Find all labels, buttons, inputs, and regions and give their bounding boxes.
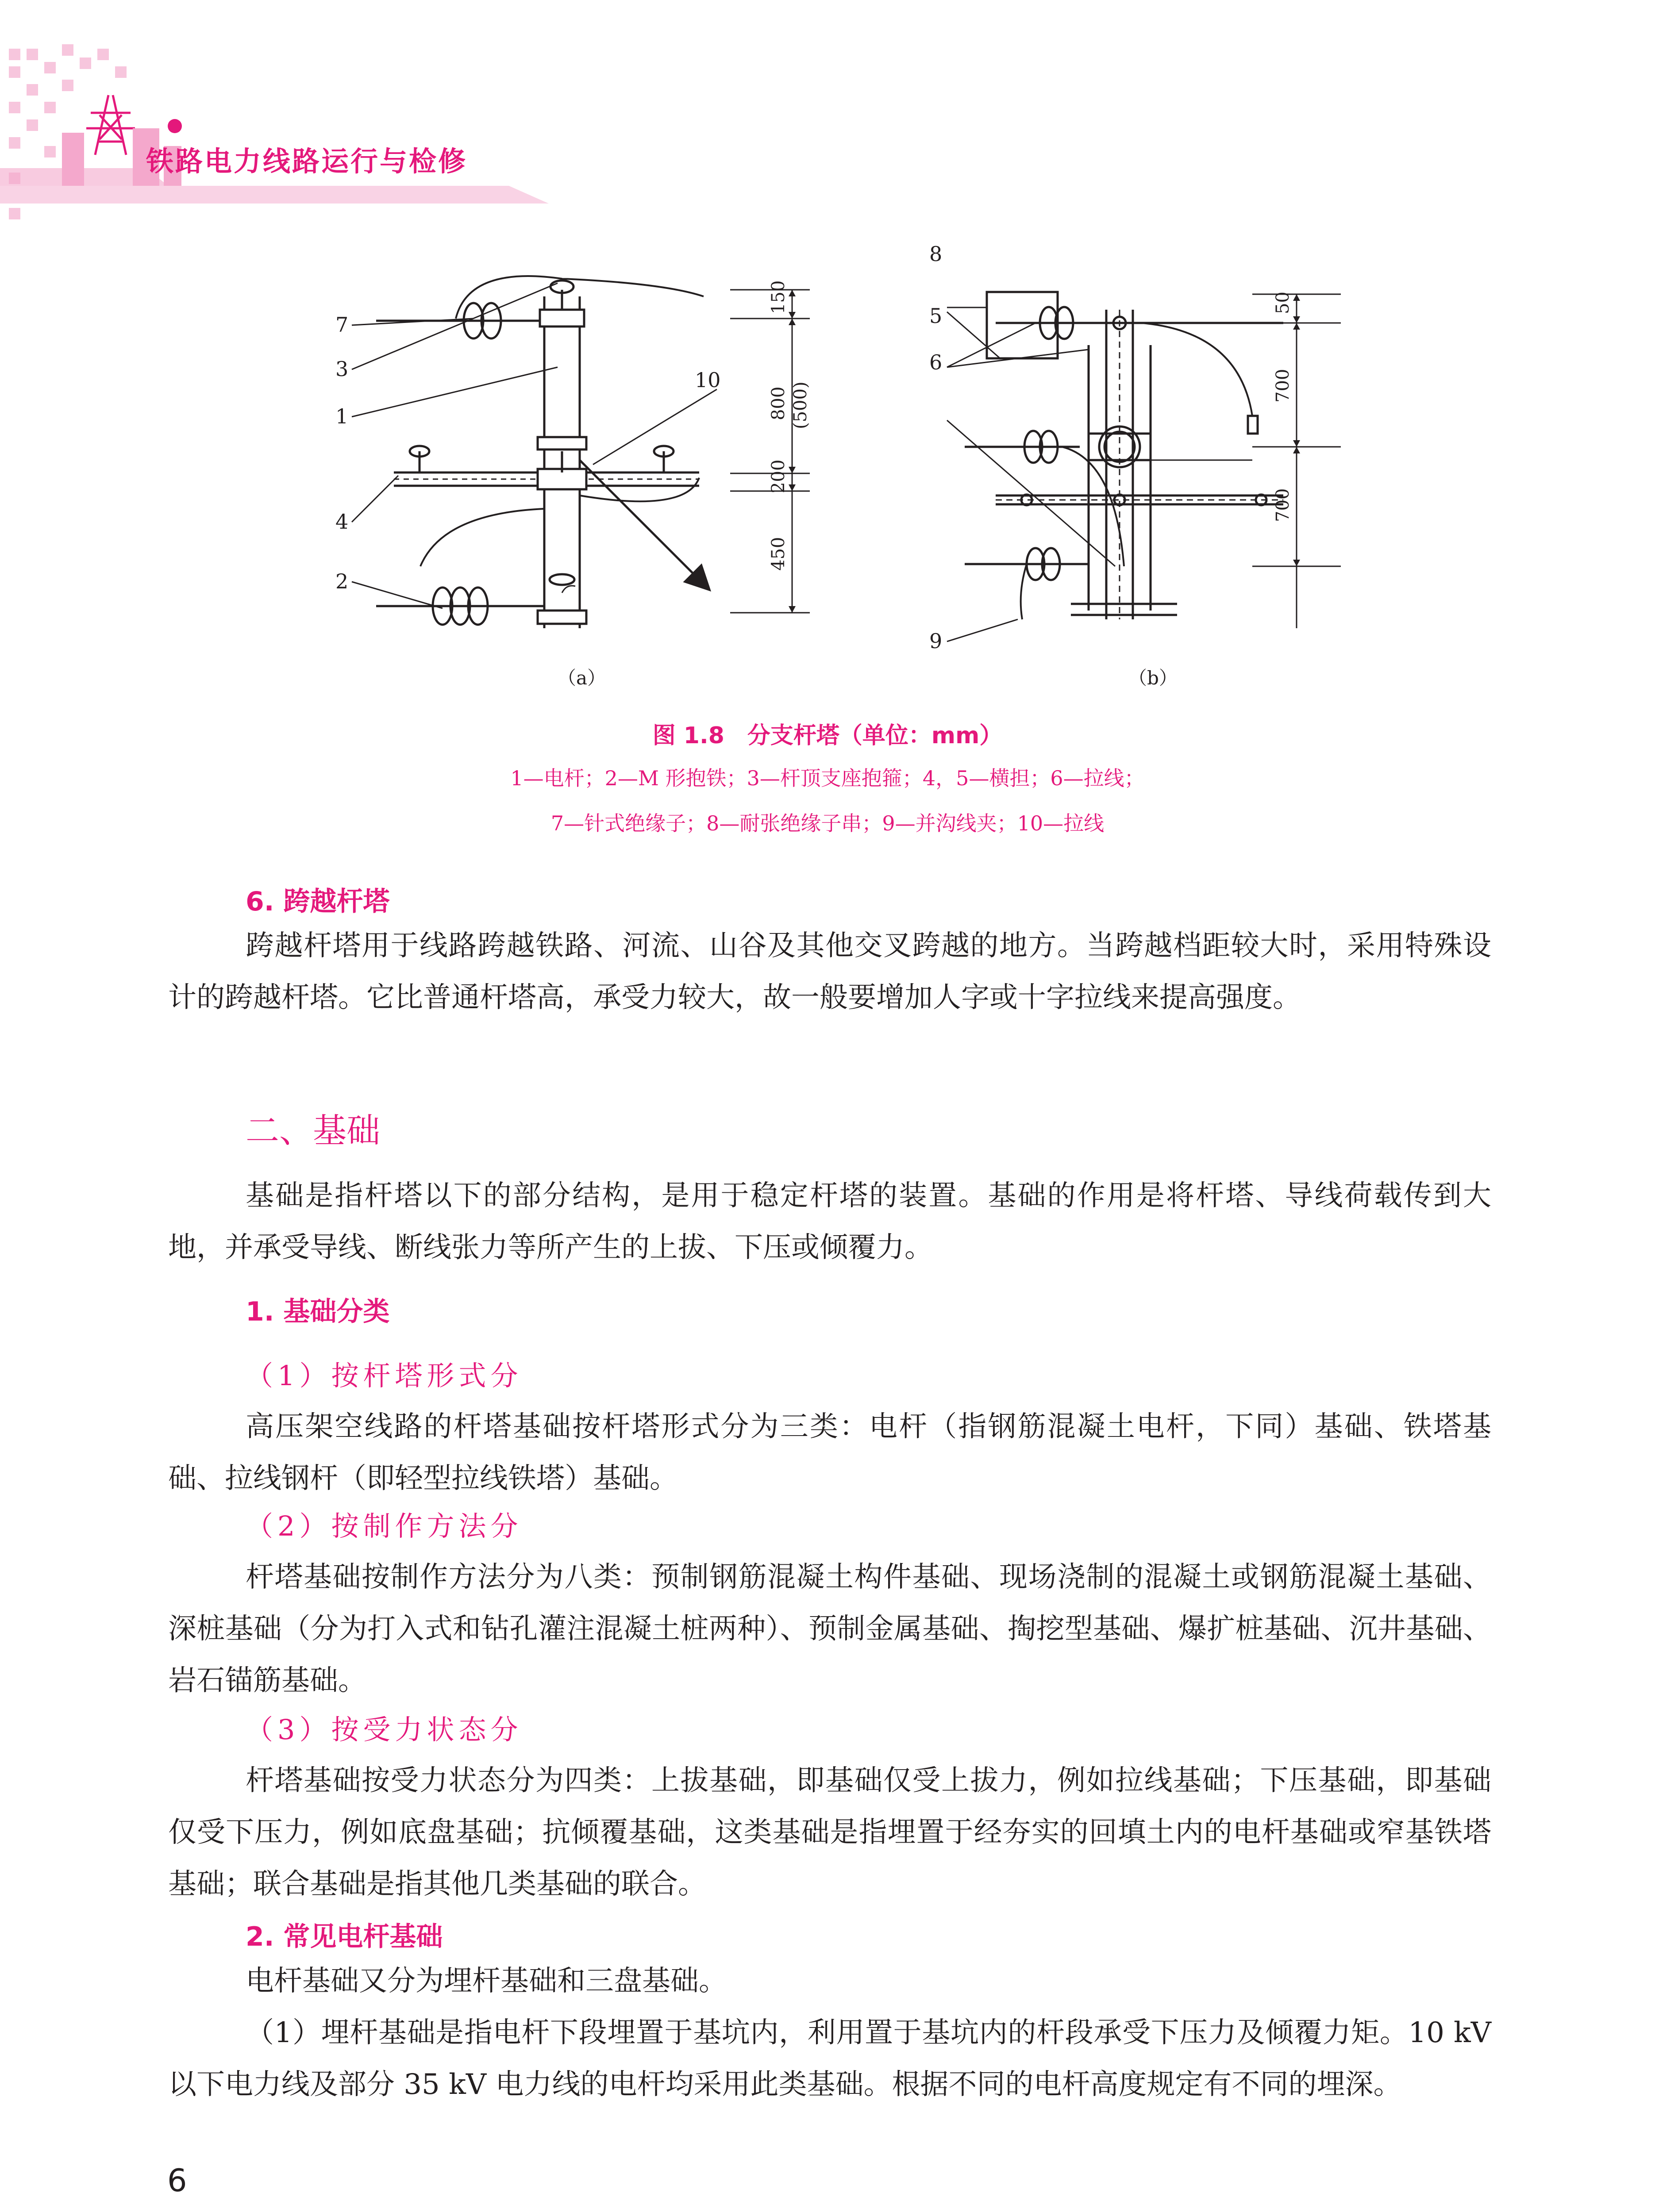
drawing-b-dimensions bbox=[1273, 292, 1293, 522]
heading-foundation-classification: 1. 基础分类 bbox=[246, 1296, 390, 1327]
paragraph-buried-pole-foundation: （1）埋杆基础是指电杆下段埋置于基坑内，利用置于基坑内的杆段承受下压力及倾覆力矩。10 kV 以下电力线及部分 35 kV 电力线的电杆均采用此类基础。根据不同的电杆高度规定有不同的埋深。 bbox=[168, 2016, 1491, 2101]
dim-700-upper: 700 bbox=[1273, 369, 1293, 403]
paragraph-foundation: 基础是指杆塔以下的部分结构，是用于稳定杆塔的装置。基础的作用是将杆塔、导线荷载传到大地，并承受导线、断线张力等所产生的上拔、下压或倾覆力。 bbox=[168, 1179, 1491, 1264]
figure-drawing bbox=[310, 230, 1394, 743]
figure-caption-legend-1: 1—电杆；2—M 形抱铁；3—杆顶支座抱箍；4，5—横担；6—拉线； bbox=[510, 766, 1145, 790]
heading-crossing-tower: 6. 跨越杆塔 bbox=[246, 886, 390, 917]
sublabel-a: （a） bbox=[558, 667, 606, 689]
sublabel-b: （b） bbox=[1128, 667, 1178, 689]
paragraph-by-production-method: 杆塔基础按制作方法分为八类：预制钢筋混凝土构件基础、现场浇制的混凝土或钢筋混凝土基础、深桩基础（分为打入式和钻孔灌注混凝土桩两种）、预制金属基础、掏挖型基础、爆扩桩基础、沉井基础、岩石锚筋基础。 bbox=[168, 1561, 1491, 1697]
dim-800: 800 bbox=[768, 386, 789, 420]
header-decoration bbox=[0, 0, 620, 230]
subheading-by-production-method: （2）按制作方法分 bbox=[246, 1510, 523, 1542]
heading-foundation: 二、基础 bbox=[246, 1111, 380, 1150]
page-number: 6 bbox=[167, 2162, 187, 2199]
figure-caption-title: 图 1.8 分支杆塔（单位：mm） bbox=[652, 722, 1003, 749]
paragraph-by-tower-type: 高压架空线路的杆塔基础按杆塔形式分为三类：电杆（指钢筋混凝土电杆，下同）基础、铁塔基础、拉线钢杆（即轻型拉线铁塔）基础。 bbox=[168, 1410, 1491, 1495]
dim-150: 150 bbox=[768, 280, 789, 314]
drawing-a bbox=[352, 276, 810, 628]
callout-a-3: 3 bbox=[335, 357, 349, 381]
dim-450: 450 bbox=[768, 537, 789, 571]
callout-b-6: 6 bbox=[929, 350, 943, 374]
paragraph-pole-foundation-types: 电杆基础又分为埋杆基础和三盘基础。 bbox=[246, 1965, 727, 1997]
callout-b-9: 9 bbox=[929, 629, 943, 653]
book-title: 铁路电力线路运行与检修 bbox=[146, 145, 468, 177]
paragraph-by-load-state: 杆塔基础按受力状态分为四类：上拔基础，即基础仅受上拔力，例如拉线基础；下压基础，即基础仅受下压力，例如底盘基础；抗倾覆基础，这类基础是指埋置于经夯实的回填土内的电杆基础或窄基铁塔基础；联合基础是指其他几类基础的联合。 bbox=[168, 1764, 1491, 1901]
callout-a-7: 7 bbox=[335, 313, 349, 337]
callout-a-4: 4 bbox=[335, 510, 349, 534]
paragraph-crossing-tower: 跨越杆塔用于线路跨越铁路、河流、山谷及其他交叉跨越的地方。当跨越档距较大时，采用特殊设计的跨越杆塔。它比普通杆塔高，承受力较大，故一般要增加人字或十字拉线来提高强度。 bbox=[168, 929, 1491, 1014]
subheading-by-tower-type: （1）按杆塔形式分 bbox=[246, 1359, 523, 1392]
callout-b-8: 8 bbox=[929, 242, 943, 266]
page-header bbox=[0, 0, 620, 230]
callout-a-10: 10 bbox=[695, 368, 721, 392]
dim-500: (500) bbox=[790, 381, 811, 429]
dim-200: 200 bbox=[768, 459, 789, 493]
dim-700-lower: 700 bbox=[1273, 488, 1293, 522]
figure-branch-tower bbox=[310, 230, 1394, 743]
heading-common-pole-foundations: 2. 常见电杆基础 bbox=[246, 1921, 443, 1952]
drawing-b-callouts bbox=[929, 242, 942, 653]
callout-a-2: 2 bbox=[335, 569, 349, 593]
callout-b-5: 5 bbox=[929, 304, 943, 328]
callout-a-1: 1 bbox=[335, 404, 349, 428]
drawing-b bbox=[947, 292, 1341, 641]
figure-caption-legend-2: 7—针式绝缘子；8—耐张绝缘子串；9—并沟线夹；10—拉线 bbox=[550, 811, 1105, 835]
subheading-by-load-state: （3）按受力状态分 bbox=[246, 1713, 523, 1746]
dim-50: 50 bbox=[1273, 292, 1293, 314]
